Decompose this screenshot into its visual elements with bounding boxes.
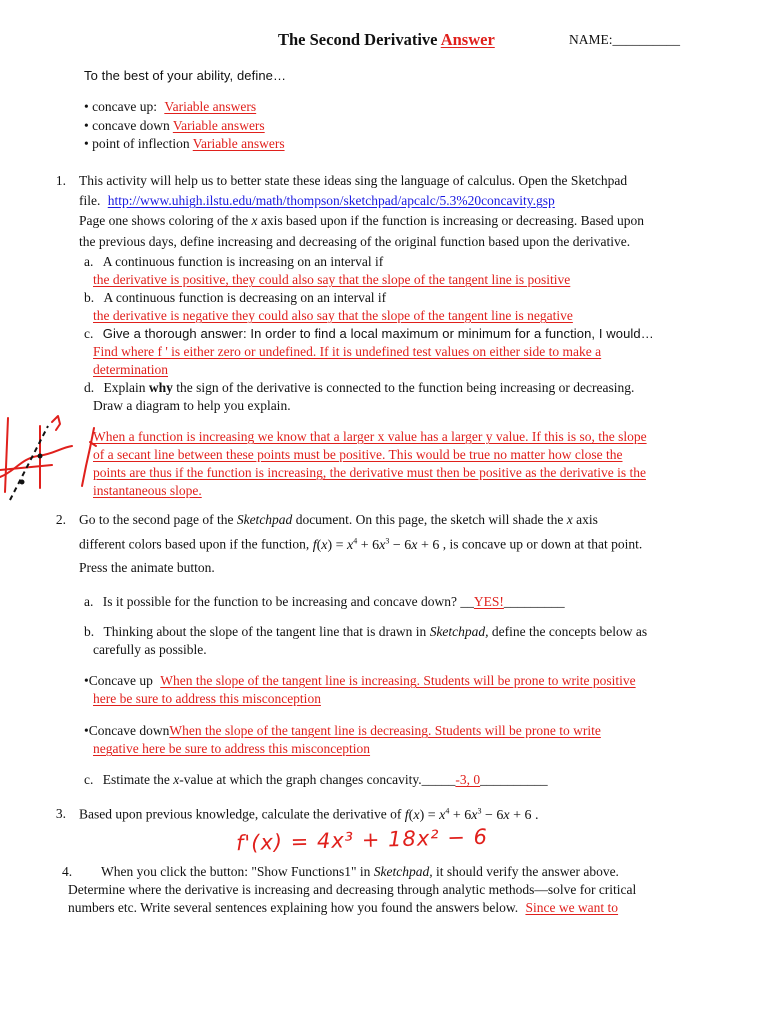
q2-concave-down [84, 723, 601, 739]
q2-line2-text: different colors based upon if the function, [79, 536, 310, 552]
name-field: NAME:__________ [569, 32, 680, 47]
def-answer: Variable answers [192, 136, 285, 151]
q1d-text-after: the sign of the derivative is connected to the function being increasing or decreasing. [176, 380, 635, 395]
bullet: • [84, 673, 89, 688]
q4-line3-text: numbers etc. Write several sentences explaining how you found the answers below. [68, 900, 519, 915]
q4-answer-start: Since we want to [525, 900, 619, 915]
intro-prompt: To the best of your ability, define… [84, 68, 287, 83]
def-term: concave up: [92, 99, 157, 114]
q1-p1 [79, 213, 644, 229]
q1-file-line [79, 193, 555, 209]
q1-p1-var: x [251, 213, 258, 228]
q2a-blank: __ [460, 594, 474, 609]
q1d-text: Explain [103, 380, 146, 395]
q1d [84, 380, 634, 396]
concave-up-answer-line2: here be sure to address this misconception [93, 691, 321, 706]
q3-function-formula: $f(x) = x^4 + 6x^3 - 6x + 6$ . [404, 806, 539, 823]
concave-up-label: Concave up [88, 673, 153, 688]
q2b-italic: Sketchpad, [429, 624, 489, 639]
q2-number: 2. [55, 512, 66, 527]
q1c [84, 326, 654, 342]
q1c-text: Give a thorough answer: In order to find a local maximum or minimum for a function, I would… [102, 326, 654, 341]
bullet: • [84, 136, 89, 151]
q3-text [79, 806, 539, 824]
q2-line1 [79, 512, 598, 528]
q2a-blank-after: _________ [503, 594, 565, 609]
q1d-answer-line4: instantaneous slope. [93, 483, 202, 498]
sketchpad-link[interactable]: http://www.uhigh.ilstu.edu/math/thompson/sketchpad/apcalc/5.3%20concavity.gsp [107, 193, 555, 208]
concave-down-label: Concave down [88, 723, 170, 738]
bullet: • [84, 99, 89, 114]
answer-label: Answer [440, 30, 495, 49]
q1-number: 1. [55, 173, 66, 188]
q1c-answer-line2: determination [93, 362, 168, 377]
q2b-label: b. [84, 624, 95, 639]
q2c-text2: -value at which the graph changes concavity. [179, 772, 422, 787]
q1-p2: the previous days, define increasing and decreasing of the original function based upon the derivative. [79, 234, 631, 249]
q1d-bold: why [148, 380, 173, 395]
q2-line1-text3: axis [576, 512, 598, 527]
q1a-text: A continuous function is increasing on an interval if [102, 254, 384, 269]
q1a [84, 254, 383, 270]
q1a-answer: the derivative is positive, they could also say that the slope of the tangent line is positive [93, 272, 571, 287]
def-answer: Variable answers [164, 99, 257, 114]
q1-p1-text-after: axis based upon if the function is increasing or decreasing. Based upon [260, 213, 644, 228]
q4-line1-italic: Sketchpad, [373, 864, 433, 879]
q2c-label: c. [84, 772, 94, 787]
q4-line1 [101, 864, 619, 880]
concave-down-answer-line1: When the slope of the tangent line is decreasing. Students will be prone to write [169, 723, 601, 738]
page-title [278, 30, 495, 50]
def-inflection [84, 136, 285, 152]
q4-line1-text: When you click the button: "Show Functions1" in [101, 864, 371, 879]
q2c [84, 772, 548, 788]
def-concave-up [84, 99, 256, 115]
q1a-label: a. [84, 254, 94, 269]
q1b-answer: the derivative is negative they could also say that the slope of the tangent line is negative [93, 308, 573, 323]
q4-number: 4. [62, 864, 73, 879]
q2-function-formula: $f(x) = x^4 + 6x^3 - 6x + 6$ [312, 536, 440, 553]
q3-handwritten-answer: f'(x) = 4x³ + 18x² − 6 [235, 824, 489, 856]
q2-concave-up [84, 673, 636, 689]
q2c-var: x [173, 772, 180, 787]
graph-point [38, 454, 43, 459]
bullet: • [84, 118, 89, 133]
q3-text-main: Based upon previous knowledge, calculate the derivative of [79, 806, 402, 822]
q2-line1-text: Go to the second page of the [79, 512, 234, 527]
q4-line3 [68, 900, 618, 916]
title-text: The Second Derivative [278, 30, 438, 49]
q2-line2-text2: , is concave up or down at that point. [442, 536, 643, 552]
concave-down-answer-line2: negative here be sure to address this misconception [93, 741, 371, 756]
q1b-text: A continuous function is decreasing on an interval if [103, 290, 387, 305]
q2b-text: Thinking about the slope of the tangent line that is drawn in [103, 624, 427, 639]
q2c-blank: _____ [421, 772, 456, 787]
q2c-text: Estimate the [102, 772, 170, 787]
concave-up-answer-line1: When the slope of the tangent line is increasing. Students will be prone to write positive [160, 673, 636, 688]
q2-line1-italic: Sketchpad [236, 512, 293, 527]
q1b [84, 290, 386, 306]
q3-number: 3. [55, 806, 66, 821]
q2-line1-text2: document. On this page, the sketch will shade the [295, 512, 564, 527]
def-answer: Variable answers [172, 118, 265, 133]
q1c-answer-line1: Find where f ' is either zero or undefined. If it is undefined test values on either side to make a [93, 344, 602, 359]
def-term: point of inflection [92, 136, 190, 151]
q2-line1-var: x [566, 512, 573, 527]
q2a-text: Is it possible for the function to be increasing and concave down? [102, 594, 458, 609]
q2a-label: a. [84, 594, 94, 609]
q4-line2: Determine where the derivative is increasing and decreasing through analytic methods—solve for critical [68, 882, 637, 897]
q4-line1-text2: it should verify the answer above. [435, 864, 619, 879]
q1d-answer-line3: points are thus if the function is increasing, the derivative must then be positive as the derivative is the [93, 465, 646, 480]
q1-file-label: file. [79, 193, 101, 208]
q2b-line2: carefully as possible. [93, 642, 207, 657]
q2b-text2: define the concepts below as [491, 624, 648, 639]
graph-point [20, 480, 25, 485]
q1d-answer-line1: When a function is increasing we know that a larger x value has a larger y value. If this is so, the slope [93, 429, 647, 444]
q2a-answer: YES! [473, 594, 504, 609]
q2c-blank-after: __________ [480, 772, 548, 787]
def-concave-down [84, 118, 265, 134]
q1d-answer-line2: of a secant line between these points must be positive. This would be true no matter how close the [93, 447, 623, 462]
q1d-line2: Draw a diagram to help you explain. [93, 398, 291, 413]
q2b [84, 624, 647, 640]
q1b-label: b. [84, 290, 95, 305]
q1d-label: d. [84, 380, 95, 395]
q2c-answer: -3, 0 [455, 772, 481, 787]
hand-drawn-graph-sketch [0, 412, 100, 504]
q1-line1: This activity will help us to better state these ideas sing the language of calculus. Open the Sketchpad [79, 173, 628, 188]
def-term: concave down [92, 118, 170, 133]
q2-line2 [79, 536, 642, 554]
q1c-label: c. [84, 326, 94, 341]
bullet: • [84, 723, 89, 738]
q2a [84, 594, 565, 610]
q1-p1-text: Page one shows coloring of the [79, 213, 249, 228]
q2-line3: Press the animate button. [79, 560, 215, 575]
